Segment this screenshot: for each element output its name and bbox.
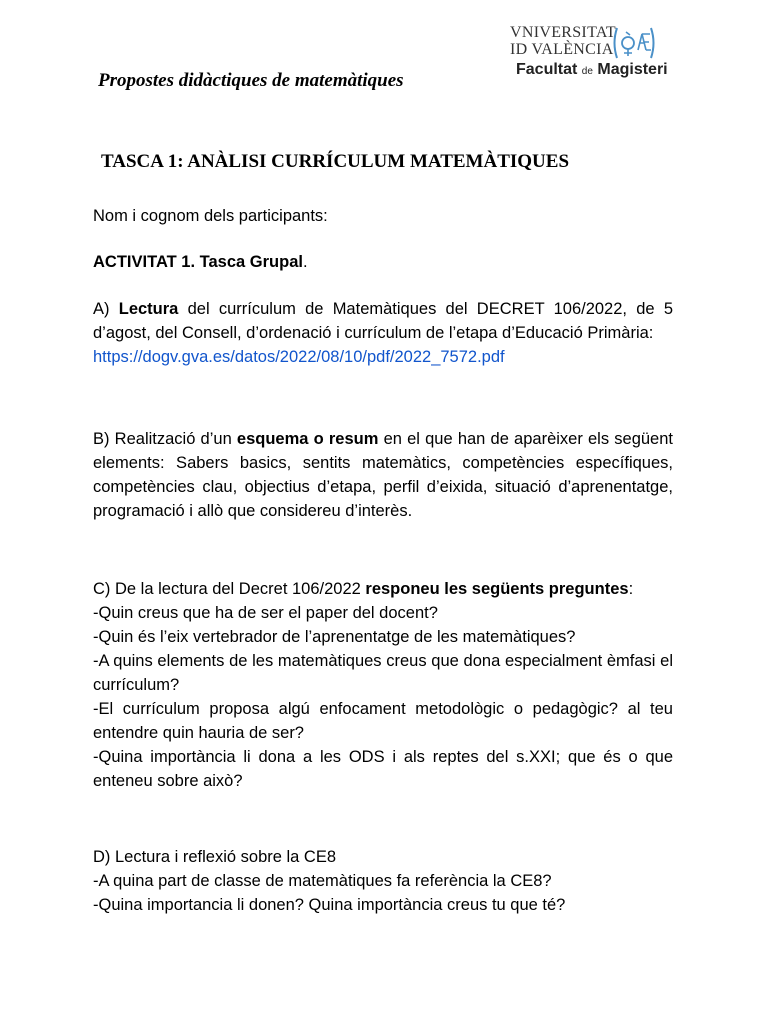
university-logo bbox=[510, 24, 668, 84]
decree-link[interactable]: https://dogv.gva.es/datos/2022/08/10/pdf/2022_7572.pdf bbox=[93, 348, 505, 366]
section-c-intro: C) De la lectura del Decret 106/2022 responeu les següents preguntes: bbox=[93, 580, 634, 598]
question-item: -Quin és l’eix vertebrador de l’aprenentatge de les matemàtiques? bbox=[93, 628, 576, 646]
task-title: TASCA 1: ANÀLISI CURRÍCULUM MATEMÀTIQUES bbox=[101, 151, 570, 172]
faculty-emblem-icon bbox=[611, 26, 657, 60]
question-item: -Quin creus que ha de ser el paper del docent? bbox=[93, 604, 438, 622]
section-a: A) Lectura del currículum de Matemàtiques del DECRET 106/2022, de 5 d’agost, del Consell, d’ordenació i currículum de l’etapa d’Educació Primària: https://dogv.gva.es/datos/2022/08/10/pdf/2022_7572.pdf bbox=[93, 300, 673, 366]
question-item: -Quina importancia li donen? Quina importància creus tu que té? bbox=[93, 896, 566, 914]
question-item: -Quina importància li dona a les ODS i als reptes del s.XXI; que és o que enteneu sobre això? bbox=[93, 748, 673, 790]
document-header-title: Propostes didàctiques de matemàtiques bbox=[98, 70, 404, 91]
university-name-line2: ID VALÈNCIA bbox=[510, 41, 614, 58]
participants-label: Nom i cognom dels participants: bbox=[93, 207, 328, 225]
section-b-bold: esquema o resum bbox=[236, 430, 379, 448]
section-d bbox=[93, 845, 673, 917]
faculty-name: Facultat de Magisteri bbox=[516, 61, 668, 78]
section-a-bold: Lectura bbox=[118, 300, 179, 318]
section-b: B) Realització d’un esquema o resum en el que han de aparèixer els següent elements: Sabers basics, sentits matemàtics, competències específiques, competències clau, objectius d’etapa, perfil d’eixida, situació d’aprenentatge, programació i allò que considereu d’interès. bbox=[93, 430, 673, 520]
question-item: -A quins elements de les matemàtiques creus que dona especialment èmfasi el currículum? bbox=[93, 652, 673, 694]
university-name-line1: VNIVERSITAT bbox=[510, 24, 617, 41]
section-c bbox=[93, 577, 673, 793]
section-d-title: D) Lectura i reflexió sobre la CE8 bbox=[93, 848, 337, 866]
activity-title: ACTIVITAT 1. Tasca Grupal. bbox=[93, 253, 308, 271]
section-c-bold: responeu les següents preguntes bbox=[365, 580, 629, 598]
question-item: -A quina part de classe de matemàtiques fa referència la CE8? bbox=[93, 872, 552, 890]
question-item: -El currículum proposa algú enfocament metodològic o pedagògic? al teu entendre quin hauria de ser? bbox=[93, 700, 673, 742]
